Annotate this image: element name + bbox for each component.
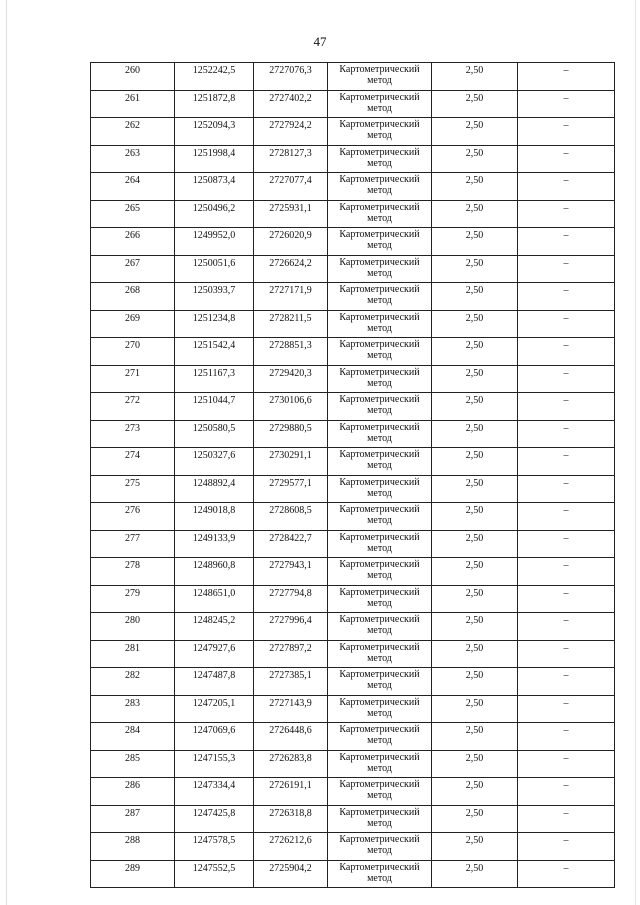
y-coordinate-cell: 2726448,6	[254, 723, 328, 751]
point-number-cell: 281	[91, 640, 175, 668]
table-row	[91, 255, 615, 283]
y-coordinate-cell: 2728608,5	[254, 503, 328, 531]
method-cell: Картометрический метод	[328, 585, 432, 613]
method-cell: Картометрический метод	[328, 503, 432, 531]
table-row	[91, 778, 615, 806]
y-coordinate-cell: 2726318,8	[254, 805, 328, 833]
accuracy-cell: 2,50	[432, 310, 518, 338]
accuracy-cell: 2,50	[432, 778, 518, 806]
table-row	[91, 63, 615, 91]
y-coordinate-cell: 2726624,2	[254, 255, 328, 283]
method-cell: Картометрический метод	[328, 200, 432, 228]
accuracy-cell: 2,50	[432, 200, 518, 228]
point-number-cell: 270	[91, 338, 175, 366]
note-cell: –	[518, 475, 615, 503]
y-coordinate-cell: 2727171,9	[254, 283, 328, 311]
table-row	[91, 585, 615, 613]
point-number-cell: 271	[91, 365, 175, 393]
method-cell: Картометрический метод	[328, 805, 432, 833]
y-coordinate-cell: 2728422,7	[254, 530, 328, 558]
point-number-cell: 276	[91, 503, 175, 531]
point-number-cell: 280	[91, 613, 175, 641]
note-cell: –	[518, 448, 615, 476]
y-coordinate-cell: 2727402,2	[254, 90, 328, 118]
accuracy-cell: 2,50	[432, 173, 518, 201]
x-coordinate-cell: 1248651,0	[175, 585, 254, 613]
note-cell: –	[518, 228, 615, 256]
method-cell: Картометрический метод	[328, 640, 432, 668]
accuracy-cell: 2,50	[432, 228, 518, 256]
accuracy-cell: 2,50	[432, 530, 518, 558]
y-coordinate-cell: 2730291,1	[254, 448, 328, 476]
accuracy-cell: 2,50	[432, 420, 518, 448]
table-row	[91, 723, 615, 751]
point-number-cell: 289	[91, 860, 175, 888]
y-coordinate-cell: 2727076,3	[254, 63, 328, 91]
y-coordinate-cell: 2726283,8	[254, 750, 328, 778]
note-cell: –	[518, 723, 615, 751]
x-coordinate-cell: 1249018,8	[175, 503, 254, 531]
y-coordinate-cell: 2728211,5	[254, 310, 328, 338]
method-cell: Картометрический метод	[328, 63, 432, 91]
point-number-cell: 267	[91, 255, 175, 283]
page-number: 47	[313, 34, 327, 49]
method-cell: Картометрический метод	[328, 420, 432, 448]
x-coordinate-cell: 1250393,7	[175, 283, 254, 311]
note-cell: –	[518, 695, 615, 723]
accuracy-cell: 2,50	[432, 695, 518, 723]
y-coordinate-cell: 2725931,1	[254, 200, 328, 228]
y-coordinate-cell: 2727996,4	[254, 613, 328, 641]
method-cell: Картометрический метод	[328, 695, 432, 723]
note-cell: –	[518, 503, 615, 531]
accuracy-cell: 2,50	[432, 805, 518, 833]
note-cell: –	[518, 310, 615, 338]
table-row	[91, 833, 615, 861]
accuracy-cell: 2,50	[432, 640, 518, 668]
note-cell: –	[518, 640, 615, 668]
x-coordinate-cell: 1249952,0	[175, 228, 254, 256]
accuracy-cell: 2,50	[432, 668, 518, 696]
note-cell: –	[518, 200, 615, 228]
accuracy-cell: 2,50	[432, 503, 518, 531]
table-row	[91, 503, 615, 531]
x-coordinate-cell: 1247552,5	[175, 860, 254, 888]
table-row	[91, 530, 615, 558]
method-cell: Картометрический метод	[328, 723, 432, 751]
table-row	[91, 118, 615, 146]
method-cell: Картометрический метод	[328, 778, 432, 806]
x-coordinate-cell: 1247069,6	[175, 723, 254, 751]
point-number-cell: 264	[91, 173, 175, 201]
x-coordinate-cell: 1247155,3	[175, 750, 254, 778]
point-number-cell: 261	[91, 90, 175, 118]
scan-edge-left	[6, 0, 7, 905]
y-coordinate-cell: 2729577,1	[254, 475, 328, 503]
y-coordinate-cell: 2727794,8	[254, 585, 328, 613]
y-coordinate-cell: 2729880,5	[254, 420, 328, 448]
accuracy-cell: 2,50	[432, 90, 518, 118]
x-coordinate-cell: 1251167,3	[175, 365, 254, 393]
table-row	[91, 613, 615, 641]
method-cell: Картометрический метод	[328, 228, 432, 256]
y-coordinate-cell: 2727143,9	[254, 695, 328, 723]
x-coordinate-cell: 1252242,5	[175, 63, 254, 91]
y-coordinate-cell: 2729420,3	[254, 365, 328, 393]
note-cell: –	[518, 63, 615, 91]
x-coordinate-cell: 1247205,1	[175, 695, 254, 723]
accuracy-cell: 2,50	[432, 585, 518, 613]
point-number-cell: 282	[91, 668, 175, 696]
x-coordinate-cell: 1250496,2	[175, 200, 254, 228]
accuracy-cell: 2,50	[432, 750, 518, 778]
table-row	[91, 365, 615, 393]
point-number-cell: 265	[91, 200, 175, 228]
accuracy-cell: 2,50	[432, 283, 518, 311]
x-coordinate-cell: 1251542,4	[175, 338, 254, 366]
point-number-cell: 263	[91, 145, 175, 173]
point-number-cell: 274	[91, 448, 175, 476]
method-cell: Картометрический метод	[328, 338, 432, 366]
point-number-cell: 262	[91, 118, 175, 146]
table-row	[91, 668, 615, 696]
x-coordinate-cell: 1251872,8	[175, 90, 254, 118]
method-cell: Картометрический метод	[328, 475, 432, 503]
method-cell: Картометрический метод	[328, 145, 432, 173]
note-cell: –	[518, 393, 615, 421]
y-coordinate-cell: 2727897,2	[254, 640, 328, 668]
method-cell: Картометрический метод	[328, 833, 432, 861]
accuracy-cell: 2,50	[432, 723, 518, 751]
x-coordinate-cell: 1247334,4	[175, 778, 254, 806]
point-number-cell: 279	[91, 585, 175, 613]
method-cell: Картометрический метод	[328, 393, 432, 421]
method-cell: Картометрический метод	[328, 558, 432, 586]
x-coordinate-cell: 1251234,8	[175, 310, 254, 338]
note-cell: –	[518, 255, 615, 283]
method-cell: Картометрический метод	[328, 173, 432, 201]
table-row	[91, 228, 615, 256]
accuracy-cell: 2,50	[432, 860, 518, 888]
accuracy-cell: 2,50	[432, 255, 518, 283]
point-number-cell: 283	[91, 695, 175, 723]
table-row	[91, 310, 615, 338]
note-cell: –	[518, 860, 615, 888]
x-coordinate-cell: 1249133,9	[175, 530, 254, 558]
note-cell: –	[518, 283, 615, 311]
table-row	[91, 695, 615, 723]
accuracy-cell: 2,50	[432, 475, 518, 503]
method-cell: Картометрический метод	[328, 310, 432, 338]
accuracy-cell: 2,50	[432, 558, 518, 586]
x-coordinate-cell: 1250327,6	[175, 448, 254, 476]
table-row	[91, 558, 615, 586]
method-cell: Картометрический метод	[328, 750, 432, 778]
note-cell: –	[518, 90, 615, 118]
x-coordinate-cell: 1247425,8	[175, 805, 254, 833]
method-cell: Картометрический метод	[328, 448, 432, 476]
scan-edge-right	[635, 0, 636, 905]
accuracy-cell: 2,50	[432, 393, 518, 421]
accuracy-cell: 2,50	[432, 338, 518, 366]
note-cell: –	[518, 173, 615, 201]
y-coordinate-cell: 2727385,1	[254, 668, 328, 696]
point-number-cell: 286	[91, 778, 175, 806]
point-number-cell: 272	[91, 393, 175, 421]
method-cell: Картометрический метод	[328, 90, 432, 118]
point-number-cell: 273	[91, 420, 175, 448]
table-row	[91, 750, 615, 778]
note-cell: –	[518, 420, 615, 448]
note-cell: –	[518, 558, 615, 586]
x-coordinate-cell: 1248892,4	[175, 475, 254, 503]
y-coordinate-cell: 2727924,2	[254, 118, 328, 146]
point-number-cell: 285	[91, 750, 175, 778]
x-coordinate-cell: 1247578,5	[175, 833, 254, 861]
note-cell: –	[518, 145, 615, 173]
y-coordinate-cell: 2727943,1	[254, 558, 328, 586]
point-number-cell: 266	[91, 228, 175, 256]
note-cell: –	[518, 778, 615, 806]
note-cell: –	[518, 668, 615, 696]
y-coordinate-cell: 2726212,6	[254, 833, 328, 861]
point-number-cell: 268	[91, 283, 175, 311]
point-number-cell: 284	[91, 723, 175, 751]
method-cell: Картометрический метод	[328, 365, 432, 393]
table-row	[91, 200, 615, 228]
accuracy-cell: 2,50	[432, 145, 518, 173]
accuracy-cell: 2,50	[432, 365, 518, 393]
method-cell: Картометрический метод	[328, 613, 432, 641]
point-number-cell: 269	[91, 310, 175, 338]
coordinates-table	[90, 62, 615, 888]
y-coordinate-cell: 2726020,9	[254, 228, 328, 256]
method-cell: Картометрический метод	[328, 283, 432, 311]
table-row	[91, 475, 615, 503]
table-row	[91, 145, 615, 173]
method-cell: Картометрический метод	[328, 118, 432, 146]
note-cell: –	[518, 833, 615, 861]
table-row	[91, 448, 615, 476]
accuracy-cell: 2,50	[432, 613, 518, 641]
x-coordinate-cell: 1248245,2	[175, 613, 254, 641]
table-row	[91, 90, 615, 118]
x-coordinate-cell: 1247487,8	[175, 668, 254, 696]
method-cell: Картометрический метод	[328, 860, 432, 888]
point-number-cell: 277	[91, 530, 175, 558]
table-row	[91, 640, 615, 668]
table-row	[91, 805, 615, 833]
method-cell: Картометрический метод	[328, 255, 432, 283]
y-coordinate-cell: 2730106,6	[254, 393, 328, 421]
note-cell: –	[518, 338, 615, 366]
note-cell: –	[518, 118, 615, 146]
note-cell: –	[518, 530, 615, 558]
point-number-cell: 260	[91, 63, 175, 91]
point-number-cell: 275	[91, 475, 175, 503]
y-coordinate-cell: 2727077,4	[254, 173, 328, 201]
table-row	[91, 173, 615, 201]
x-coordinate-cell: 1247927,6	[175, 640, 254, 668]
x-coordinate-cell: 1251998,4	[175, 145, 254, 173]
accuracy-cell: 2,50	[432, 118, 518, 146]
y-coordinate-cell: 2728851,3	[254, 338, 328, 366]
point-number-cell: 287	[91, 805, 175, 833]
x-coordinate-cell: 1248960,8	[175, 558, 254, 586]
y-coordinate-cell: 2725904,2	[254, 860, 328, 888]
x-coordinate-cell: 1250580,5	[175, 420, 254, 448]
accuracy-cell: 2,50	[432, 833, 518, 861]
accuracy-cell: 2,50	[432, 448, 518, 476]
point-number-cell: 288	[91, 833, 175, 861]
note-cell: –	[518, 750, 615, 778]
note-cell: –	[518, 613, 615, 641]
table-row	[91, 393, 615, 421]
table-row	[91, 338, 615, 366]
accuracy-cell: 2,50	[432, 63, 518, 91]
table-row	[91, 283, 615, 311]
point-number-cell: 278	[91, 558, 175, 586]
x-coordinate-cell: 1250051,6	[175, 255, 254, 283]
x-coordinate-cell: 1252094,3	[175, 118, 254, 146]
y-coordinate-cell: 2728127,3	[254, 145, 328, 173]
y-coordinate-cell: 2726191,1	[254, 778, 328, 806]
table-row	[91, 860, 615, 888]
note-cell: –	[518, 805, 615, 833]
method-cell: Картометрический метод	[328, 530, 432, 558]
note-cell: –	[518, 585, 615, 613]
x-coordinate-cell: 1251044,7	[175, 393, 254, 421]
x-coordinate-cell: 1250873,4	[175, 173, 254, 201]
table-row	[91, 420, 615, 448]
method-cell: Картометрический метод	[328, 668, 432, 696]
note-cell: –	[518, 365, 615, 393]
